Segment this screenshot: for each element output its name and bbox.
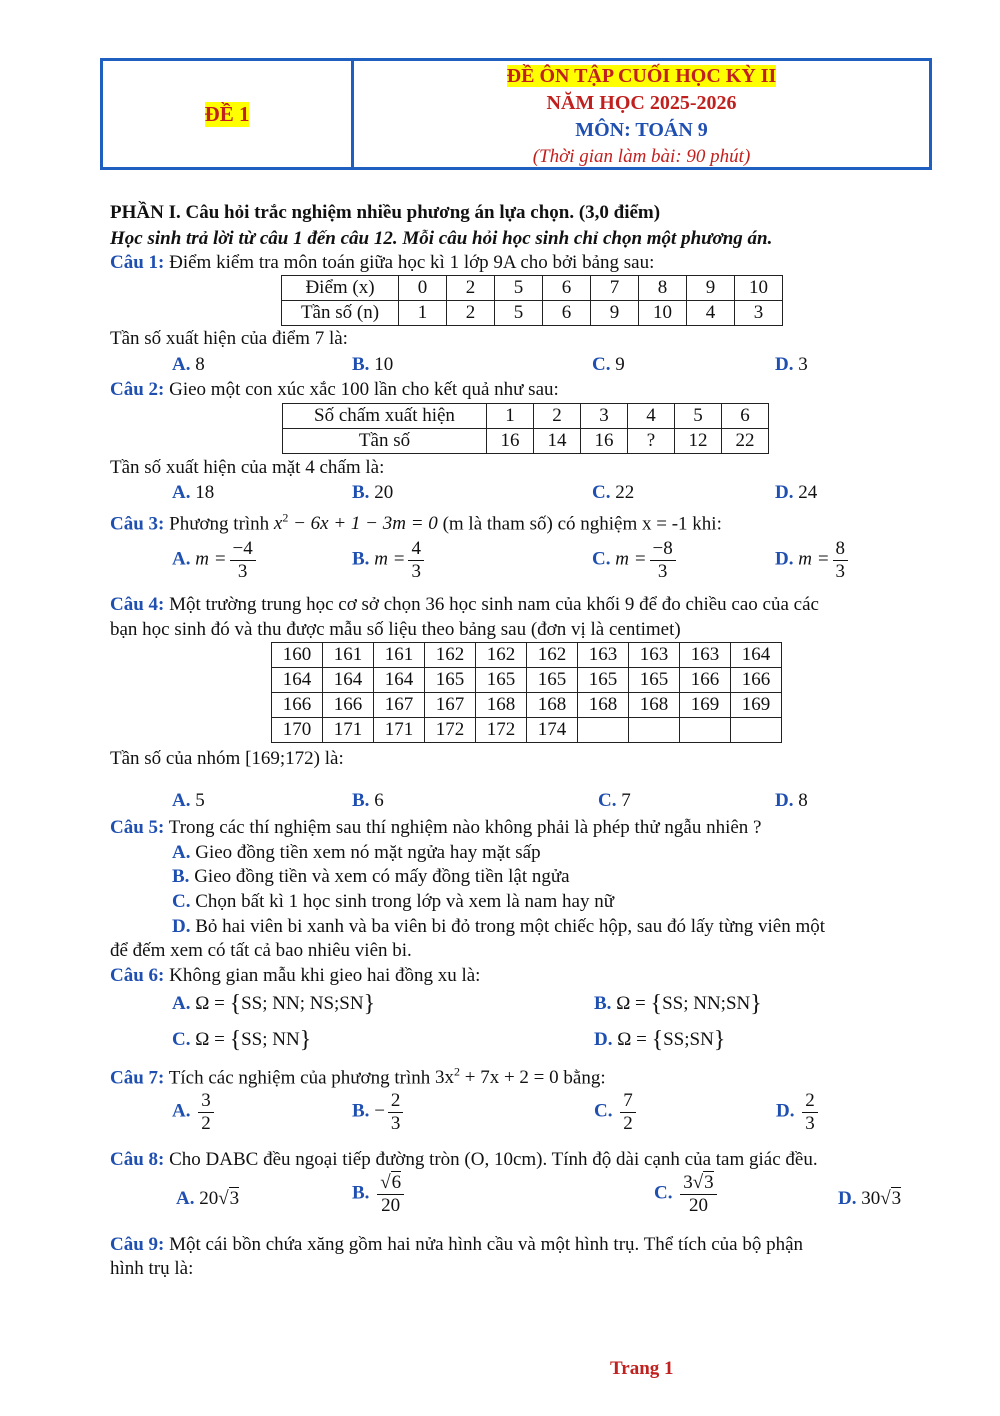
q1-table-cell: 3	[735, 301, 783, 326]
q3-equation: $x^2 - 6x + 1 - 3m = 0$	[273, 511, 438, 535]
part1-title: PHẦN I. Câu hỏi trắc nghiệm nhiều phương án lựa chọn. (3,0 điểm)	[110, 202, 661, 223]
q1-after: Tần số xuất hiện của điểm 7 là:	[110, 328, 348, 349]
q1-table-cell: 1	[399, 301, 447, 326]
q2-table-cell: 22	[722, 429, 769, 454]
q4-table-row	[272, 643, 782, 668]
q7-option-b[interactable]: B. − $\frac{2}{3}$	[352, 1090, 406, 1135]
q4-table-cell: 166	[323, 693, 374, 718]
q1-table-row	[282, 301, 783, 326]
q9-stem: Câu 9: Một cái bồn chứa xăng gồm hai nửa hình cầu và một hình trụ. Thể tích của bộ phận	[110, 1234, 804, 1255]
q1-text: Điểm kiểm tra môn toán giữa học kì 1 lớp 9A cho bởi bảng sau:	[164, 252, 655, 273]
q4-table-cell: 167	[374, 693, 425, 718]
q1-table-cell: 6	[543, 276, 591, 301]
q8-option-c[interactable]: C. $\frac{3√3}{20}$	[654, 1172, 720, 1217]
q2-label: Câu 2:	[110, 379, 165, 400]
part1-instruction: Học sinh trả lời từ câu 1 đến câu 12. Mỗi câu hỏi học sinh chỉ chọn một phương án.	[110, 228, 773, 249]
q6-option-b[interactable]: B. Ω = {SS; NN;SN}	[594, 991, 762, 1017]
q4-stem: Câu 4: Một trường trung học cơ sở chọn 36 học sinh nam của khối 9 để đo chiều cao của các	[110, 594, 819, 615]
exam-number: ĐỀ 1	[204, 101, 250, 126]
q4-table-cell: 165	[425, 668, 476, 693]
q1-table-cell: Tần số (n)	[282, 301, 399, 326]
q4-table-row	[272, 718, 782, 743]
q4-option-a[interactable]: A. 5	[172, 790, 205, 811]
q4-table-cell: 174	[527, 718, 578, 743]
q5-option-c[interactable]: C. Chọn bất kì 1 học sinh trong lớp và xem là nam hay nữ	[172, 891, 614, 912]
q4-table-cell: 164	[374, 668, 425, 693]
q5-option-d-continued: để đếm xem có tất cả bao nhiêu viên bi.	[110, 940, 412, 961]
q4-table-cell: 167	[425, 693, 476, 718]
q4-table-cell: 171	[323, 718, 374, 743]
q7-option-c[interactable]: C. $\frac{7}{2}$	[594, 1090, 639, 1135]
q4-option-d[interactable]: D. 8	[775, 790, 808, 811]
q1-table-row	[282, 276, 783, 301]
q4-option-c[interactable]: C. 7	[598, 790, 631, 811]
q4-table-cell: 162	[425, 643, 476, 668]
q4-height-table	[271, 642, 782, 743]
q3-option-d[interactable]: D. m = $\frac{8}{3}$	[775, 538, 851, 583]
q2-table-cell: 16	[581, 429, 628, 454]
q4-table-cell: 163	[629, 643, 680, 668]
q2-dice-table	[282, 403, 769, 454]
q2-table-cell: 2	[534, 404, 581, 429]
q9-stem-2: hình trụ là:	[110, 1258, 194, 1279]
q4-option-b[interactable]: B. 6	[352, 790, 384, 811]
q4-table-cell: 164	[731, 643, 782, 668]
q6-stem: Câu 6: Không gian mẫu khi gieo hai đồng xu là:	[110, 965, 481, 986]
q4-table-cell: 168	[578, 693, 629, 718]
header-left-cell	[103, 61, 354, 167]
q2-stem	[110, 379, 559, 401]
q2-table-cell: 14	[534, 429, 581, 454]
q2-option-d[interactable]: D. 24	[775, 482, 818, 503]
q1-table-cell: 0	[399, 276, 447, 301]
q1-table-cell: 9	[687, 276, 735, 301]
q7-option-a[interactable]: A. $\frac{3}{2}$	[172, 1090, 217, 1135]
q4-table-cell: 172	[425, 718, 476, 743]
q4-table-cell: 165	[476, 668, 527, 693]
q4-group: [169;172)	[245, 748, 321, 769]
q4-table-cell: 162	[476, 643, 527, 668]
page-number: Trang 1	[610, 1358, 674, 1379]
q2-table-cell: 3	[581, 404, 628, 429]
header-box	[100, 58, 932, 170]
q1-table-cell: 2	[447, 301, 495, 326]
q2-option-c[interactable]: C. 22	[592, 482, 635, 503]
q1-stem	[110, 252, 654, 274]
q7-option-d[interactable]: D. $\frac{2}{3}$	[776, 1090, 821, 1135]
q4-table-cell: 161	[323, 643, 374, 668]
q2-table-cell: 1	[487, 404, 534, 429]
q5-option-a[interactable]: A. Gieo đồng tiền xem nó mặt ngửa hay mặt sấp	[172, 842, 541, 863]
q2-table-cell: 6	[722, 404, 769, 429]
q2-table-cell: ?	[628, 429, 675, 454]
subject: MÔN: TOÁN 9	[575, 119, 708, 141]
q4-table-cell	[629, 718, 680, 743]
q4-table-cell: 165	[578, 668, 629, 693]
q2-table-cell: 4	[628, 404, 675, 429]
q4-table-cell	[578, 718, 629, 743]
q2-after: Tần số xuất hiện của mặt 4 chấm là:	[110, 457, 385, 478]
q4-table-cell: 166	[731, 668, 782, 693]
q4-table-row	[272, 693, 782, 718]
q4-table-cell: 172	[476, 718, 527, 743]
q3-stem: Câu 3: Phương trình $x^2 - 6x + 1 - 3m = 0$ (m là tham số) có nghiệm x = -1 khi:	[110, 511, 722, 535]
exam-time: (Thời gian làm bài: 90 phút)	[532, 146, 751, 167]
header-right-cell	[354, 61, 929, 167]
q2-table-cell: Số chấm xuất hiện	[283, 404, 487, 429]
q4-table-cell: 168	[527, 693, 578, 718]
q1-table-cell: 5	[495, 276, 543, 301]
q3-option-c[interactable]: C. m = $\frac{-8}{3}$	[592, 538, 679, 583]
q2-table-row	[283, 404, 769, 429]
q1-option-b[interactable]: B. 10	[352, 354, 394, 375]
q5-option-b[interactable]: B. Gieo đồng tiền và xem có mấy đồng tiền lật ngửa	[172, 866, 570, 887]
q1-table-cell: 4	[687, 301, 735, 326]
q4-table-cell: 165	[629, 668, 680, 693]
q6-option-c[interactable]: C. Ω = {SS; NN}	[172, 1027, 312, 1053]
q4-table-cell: 160	[272, 643, 323, 668]
q3-option-a[interactable]: A. m = $\frac{-4}{3}$	[172, 538, 259, 583]
q4-table-cell: 166	[272, 693, 323, 718]
q4-table-cell: 170	[272, 718, 323, 743]
q4-table-cell: 171	[374, 718, 425, 743]
q4-table-cell: 169	[680, 693, 731, 718]
q8-option-b[interactable]: B. $\frac{√6}{20}$	[352, 1172, 407, 1217]
q5-option-d[interactable]: D. Bỏ hai viên bi xanh và ba viên bi đỏ trong một chiếc hộp, sau đó lấy từng viên một	[172, 916, 826, 937]
q2-table-cell: 16	[487, 429, 534, 454]
school-year: NĂM HỌC 2025-2026	[546, 92, 737, 114]
q4-table-cell: 162	[527, 643, 578, 668]
q2-table-cell: 12	[675, 429, 722, 454]
q1-table-cell: 10	[735, 276, 783, 301]
q1-table-cell: 9	[591, 301, 639, 326]
q7-stem: Câu 7: Tích các nghiệm của phương trình $3x^2 + 7x + 2 = 0$ bằng:	[110, 1065, 606, 1089]
q1-table-cell: 7	[591, 276, 639, 301]
q2-option-b[interactable]: B. 20	[352, 482, 394, 503]
q4-after: Tần số của nhóm [169;172) là:	[110, 748, 344, 769]
q4-table-cell: 164	[323, 668, 374, 693]
q1-table-cell: 8	[639, 276, 687, 301]
q1-table-cell: Điểm (x)	[282, 276, 399, 301]
q4-table-cell: 164	[272, 668, 323, 693]
q4-table-cell	[680, 718, 731, 743]
q4-table-cell: 168	[629, 693, 680, 718]
q4-table-cell: 165	[527, 668, 578, 693]
q4-table-cell: 166	[680, 668, 731, 693]
q4-table-cell: 163	[578, 643, 629, 668]
q6-option-d[interactable]: D. Ω = {SS;SN}	[594, 1027, 726, 1053]
q4-table-cell: 169	[731, 693, 782, 718]
q8-option-a[interactable]: A. 20√3	[176, 1188, 240, 1209]
q6-option-a[interactable]: A. Ω = {SS; NN; NS;SN}	[172, 991, 376, 1017]
q4-table-cell: 163	[680, 643, 731, 668]
q1-option-c[interactable]: C. 9	[592, 354, 625, 375]
exam-title: ĐỀ ÔN TẬP CUỐI HỌC KỲ II	[506, 65, 777, 87]
q1-option-d[interactable]: D. 3	[775, 354, 808, 375]
q3-option-b[interactable]: B. m = $\frac{4}{3}$	[352, 538, 427, 583]
q2-text: Gieo một con xúc xắc 100 lần cho kết quả như sau:	[164, 379, 559, 400]
q1-table-cell: 10	[639, 301, 687, 326]
q8-option-d[interactable]: D. 30√3	[838, 1188, 902, 1209]
q2-table-row	[283, 429, 769, 454]
q1-option-a[interactable]: A. 8	[172, 354, 205, 375]
q2-option-a[interactable]: A. 18	[172, 482, 215, 503]
q2-table-cell: 5	[675, 404, 722, 429]
q1-table-cell: 5	[495, 301, 543, 326]
q1-table-cell: 6	[543, 301, 591, 326]
q7-equation: $3x^2 + 7x + 2 = 0$	[435, 1065, 559, 1089]
q5-stem: Câu 5: Trong các thí nghiệm sau thí nghiệm nào không phải là phép thử ngẫu nhiên ?	[110, 817, 762, 838]
q1-table-cell: 2	[447, 276, 495, 301]
q1-score-table	[281, 275, 783, 326]
q4-stem-2: bạn học sinh đó và thu được mẫu số liệu theo bảng sau (đơn vị là centimet)	[110, 619, 681, 640]
q2-table-cell: Tần số	[283, 429, 487, 454]
q4-table-cell: 161	[374, 643, 425, 668]
q4-table-cell: 168	[476, 693, 527, 718]
q4-table-cell	[731, 718, 782, 743]
q8-stem: Câu 8: Cho DABC đều ngoại tiếp đường tròn (O, 10cm). Tính độ dài cạnh của tam giác đều.	[110, 1149, 818, 1170]
q1-label: Câu 1:	[110, 252, 165, 273]
q4-table-row	[272, 668, 782, 693]
